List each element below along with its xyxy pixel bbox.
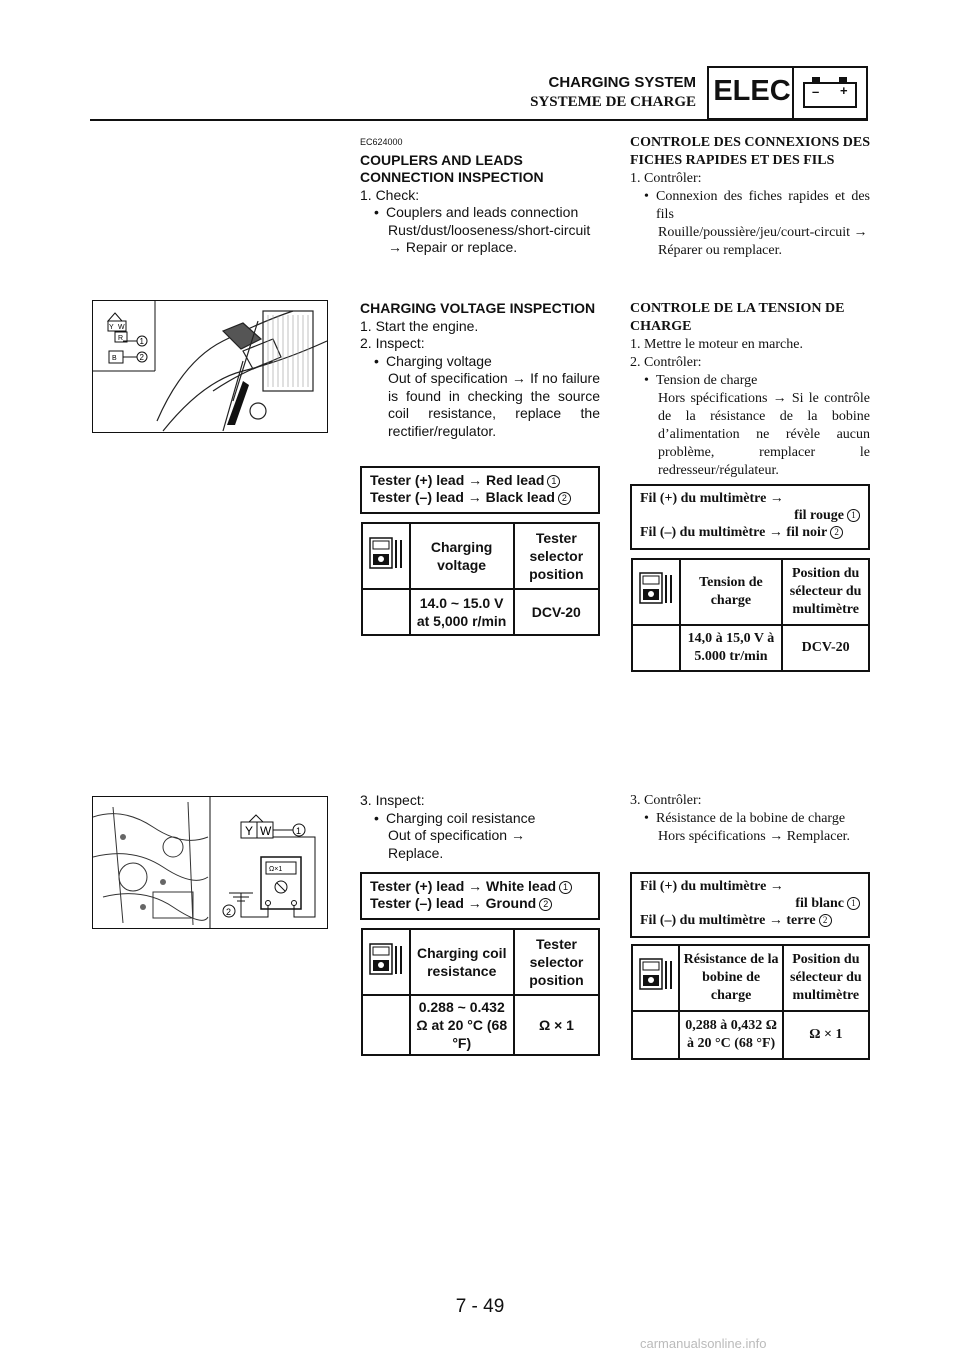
bullet: •	[644, 189, 649, 204]
bullet: •	[644, 373, 649, 388]
fr-coil-lead-box	[630, 872, 870, 938]
callout-2: 2	[539, 898, 552, 911]
fr-voltage-lead-plus-a: Fil (+) du multimètre →	[640, 491, 784, 506]
en-voltage-lead-plus: Tester (+) lead → Red lead	[370, 472, 545, 488]
figure-label-w: W	[118, 324, 125, 331]
en-voltage-detail: Out of specification → If no failure is found in checking the source coil resistance, replace the rectifier/regulator.	[388, 370, 600, 439]
en-coil-col1: Charging coil resistance	[410, 929, 514, 995]
callout-1: 1	[847, 897, 860, 910]
fr-voltage-lead-minus: Fil (–) du multimètre → fil noir	[640, 525, 828, 540]
fr-coil-bullet-row	[630, 810, 870, 828]
figure-selector-label: Ω×1	[269, 866, 283, 873]
en-voltage-col1: Charging voltage	[410, 523, 514, 589]
en-couplers-bullet: Couplers and leads connection	[386, 204, 579, 220]
bullet: •	[374, 809, 379, 826]
watermark: carmanualsonline.info	[640, 1336, 767, 1351]
en-voltage-spec-table	[361, 522, 600, 636]
fr-voltage-section	[630, 300, 870, 480]
bullet: •	[644, 811, 649, 826]
en-voltage-col2: Tester selector position	[514, 523, 599, 589]
figure-callout-1: 1	[139, 337, 144, 346]
en-coil-step3: 3. Inspect:	[360, 792, 425, 808]
figure-charging-voltage-drawing	[93, 301, 327, 432]
fr-voltage-col2: Position du sélecteur du multimètre	[782, 559, 869, 625]
multimeter-icon-cell	[632, 945, 679, 1011]
fr-couplers-detail: Rouille/poussière/jeu/court-circuit → Réparer ou remplacer.	[658, 225, 868, 258]
empty-cell	[362, 995, 410, 1055]
en-voltage-title: CHARGING VOLTAGE INSPECTION	[360, 300, 596, 316]
multimeter-icon-cell	[362, 929, 410, 995]
en-coil-bullet-row	[360, 810, 600, 828]
callout-1: 1	[547, 475, 560, 488]
section-badge: ELEC	[713, 75, 791, 107]
callout-1: 1	[847, 509, 860, 522]
en-couplers-bullet-row	[360, 204, 600, 222]
fr-coil-lead-plus-a: Fil (+) du multimètre →	[640, 879, 784, 894]
figure-charging-coil-drawing	[93, 797, 327, 928]
en-voltage-section	[360, 300, 600, 440]
battery-terminal-minus	[812, 77, 820, 82]
section-code: EC624000	[360, 137, 403, 147]
fr-voltage-bullet-row	[630, 372, 870, 390]
en-coil-col2: Tester selector position	[514, 929, 599, 995]
en-couplers-title: COUPLERS AND LEADS CONNECTION INSPECTION	[360, 151, 544, 185]
fr-couplers-bullet: Connexion des fiches rapides et des fils	[656, 189, 870, 222]
fr-couplers-step1: 1. Contrôler:	[630, 171, 702, 186]
fr-voltage-bullet: Tension de charge	[656, 373, 758, 388]
figure-label-y: Y	[109, 324, 114, 331]
fr-coil-lead-minus-row	[640, 912, 860, 929]
en-coil-value: 0.288 ~ 0.432 Ω at 20 °C (68 °F)	[410, 995, 514, 1055]
en-coil-lead-plus: Tester (+) lead → White lead	[370, 878, 557, 894]
empty-cell	[362, 589, 410, 635]
fr-coil-lead-plus-b: fil blanc	[795, 896, 844, 911]
fr-coil-bullet: Résistance de la bobine de charge	[656, 811, 846, 826]
figure-charging-voltage	[92, 300, 328, 433]
battery-plus-sign: +	[840, 83, 848, 98]
fr-coil-spec-table	[631, 944, 870, 1060]
en-voltage-selector: DCV-20	[514, 589, 599, 635]
fr-coil-selector: Ω × 1	[783, 1011, 869, 1059]
header-title-fr: SYSTEME DE CHARGE	[530, 94, 696, 110]
multimeter-icon-cell	[632, 559, 680, 625]
figure-charging-coil	[92, 796, 328, 929]
fr-voltage-step2: 2. Contrôler:	[630, 355, 702, 370]
fr-coil-lead-plus-row	[640, 895, 860, 912]
callout-2: 2	[558, 492, 571, 505]
battery-terminal-plus	[839, 77, 847, 82]
battery-minus-sign: –	[812, 84, 820, 99]
fr-coil-value: 0,288 à 0,432 Ω à 20 °C (68 °F)	[679, 1011, 782, 1059]
multimeter-icon	[638, 957, 674, 993]
figure-label-b: B	[112, 355, 117, 362]
en-coil-spec-table	[361, 928, 600, 1056]
en-couplers-step1: 1. Check:	[360, 186, 420, 203]
fr-coil-section	[630, 792, 870, 846]
figure-callout-1: 1	[296, 826, 302, 836]
fr-voltage-detail: Hors spécifications → Si le contrôle de la résistance de la bobine d’alimentation ne révèle aucun problème, remplacer le redresseur/régulateur.	[658, 391, 870, 478]
en-coil-detail: Out of specification → Replace.	[388, 827, 525, 861]
figure-label-r: R	[118, 335, 124, 342]
en-coil-lead-plus-row	[370, 878, 590, 895]
empty-cell	[632, 1011, 679, 1059]
bullet: •	[374, 204, 379, 220]
fr-coil-step3: 3. Contrôler:	[630, 793, 702, 808]
en-voltage-lead-minus-row	[370, 489, 590, 506]
callout-2: 2	[819, 914, 832, 927]
fr-voltage-selector: DCV-20	[782, 625, 869, 671]
fr-voltage-lead-box	[630, 484, 870, 550]
multimeter-icon	[368, 942, 404, 978]
callout-2: 2	[830, 526, 843, 539]
bullet: •	[374, 352, 379, 369]
figure-label-w: W	[260, 824, 272, 838]
en-voltage-lead-plus-row	[370, 472, 590, 489]
en-voltage-step1: 1. Start the engine.	[360, 317, 479, 334]
fr-voltage-value: 14,0 à 15,0 V à 5.000 tr/min	[680, 625, 783, 671]
empty-cell	[632, 625, 680, 671]
fr-voltage-spec-table	[631, 558, 870, 672]
en-coil-section	[360, 792, 600, 862]
fr-coil-col1: Résistance de la bobine de charge	[679, 945, 782, 1011]
fr-voltage-col1: Tension de charge	[680, 559, 783, 625]
fr-voltage-step1: 1. Mettre le moteur en marche.	[630, 337, 803, 352]
en-coil-lead-box	[360, 872, 600, 920]
figure-callout-2: 2	[139, 353, 144, 362]
multimeter-icon	[638, 571, 674, 607]
en-coil-lead-minus: Tester (–) lead → Ground	[370, 895, 537, 911]
en-couplers-section	[360, 134, 600, 257]
en-coil-lead-minus-row	[370, 895, 590, 912]
multimeter-icon	[368, 536, 404, 572]
callout-1: 1	[559, 881, 572, 894]
fr-voltage-lead-plus-row	[640, 507, 860, 524]
figure-callout-2: 2	[226, 907, 232, 917]
fr-coil-detail: Hors spécifications → Remplacer.	[658, 829, 851, 844]
fr-couplers-bullet-row	[630, 188, 870, 224]
fr-couplers-title: CONTROLE DES CONNEXIONS DES FICHES RAPIDES ET DES FILS	[630, 135, 870, 168]
fr-coil-col2: Position du sélecteur du multimètre	[783, 945, 869, 1011]
en-coil-bullet: Charging coil resistance	[386, 809, 536, 826]
en-couplers-detail: Rust/dust/looseness/short-circuit → Repair or replace.	[388, 221, 591, 255]
en-voltage-value: 14.0 ~ 15.0 V at 5,000 r/min	[410, 589, 514, 635]
fr-couplers-section	[630, 134, 870, 260]
fr-coil-lead-minus: Fil (–) du multimètre → terre	[640, 913, 816, 928]
en-voltage-step2: 2. Inspect:	[360, 335, 425, 351]
fr-voltage-title: CONTROLE DE LA TENSION DE CHARGE	[630, 301, 845, 334]
header-title-en: CHARGING SYSTEM	[548, 74, 696, 91]
en-voltage-bullet-row	[360, 353, 600, 371]
en-voltage-lead-minus: Tester (–) lead → Black lead	[370, 489, 555, 505]
en-voltage-bullet: Charging voltage	[386, 352, 492, 369]
en-voltage-lead-box	[360, 466, 600, 514]
fr-voltage-lead-minus-row	[640, 524, 860, 541]
multimeter-icon-cell	[362, 523, 410, 589]
figure-label-y: Y	[245, 824, 254, 838]
page-number: 7 - 49	[455, 1296, 505, 1317]
fr-voltage-lead-plus-b: fil rouge	[794, 508, 844, 523]
en-coil-selector: Ω × 1	[514, 995, 599, 1055]
